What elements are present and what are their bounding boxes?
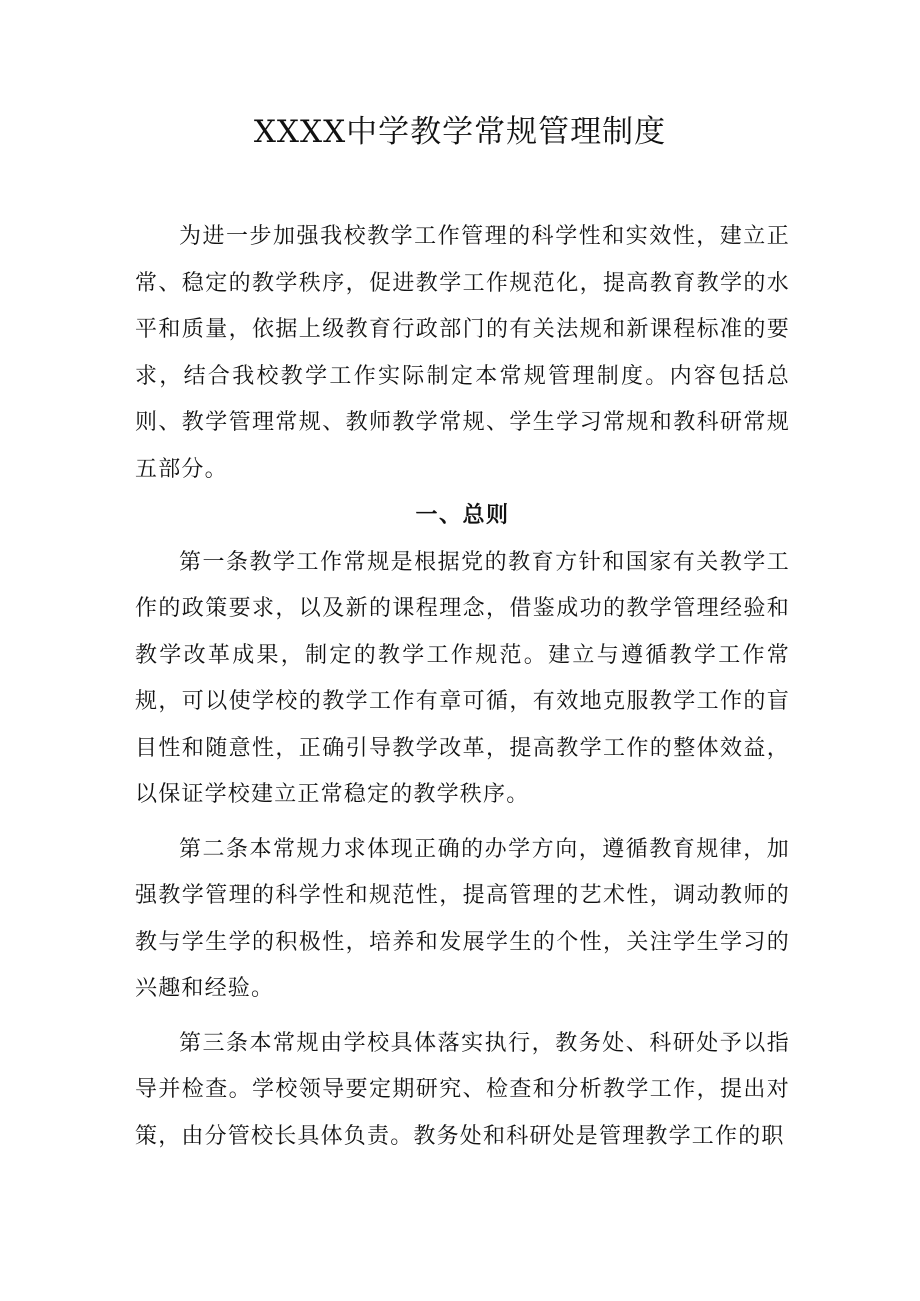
document-title: XXXX中学教学常规管理制度 [253, 114, 667, 150]
paragraph-gap [135, 819, 790, 827]
article-1-paragraph: 第一条教学工作常规是根据党的教育方针和国家有关教学工作的政策要求，以及新的课程理念，借鉴成功的教学管理经验和教学改革成果，制定的教学工作规范。建立与遵循教学工作常规，可以使学校的教学工作有章可循，有效地克服教学工作的盲目性和随意性，正确引导教学改革，提高教学工作的整体效益，以保证学校建立正常稳定的教学秩序。 [135, 549, 790, 807]
paragraph-gap [135, 1013, 790, 1021]
document-body [135, 214, 790, 1160]
intro-paragraph: 为进一步加强我校教学工作管理的科学性和实效性，建立正常、稳定的教学秩序，促进教学工作规范化，提高教育教学的水平和质量，依据上级教育行政部门的有关法规和新课程标准的要求，结合我校教学工作实际制定本常规管理制度。内容包括总则、教学管理常规、教师教学常规、学生学习常规和教科研常规五部分。 [135, 224, 790, 482]
article-3-paragraph: 第三条本常规由学校具体落实执行，教务处、科研处予以指导并检查。学校领导要定期研究、检查和分析教学工作，提出对策，由分管校长具体负责。教务处和科研处是管理教学工作的职 [135, 1030, 790, 1149]
section-heading-general: 一、总则 [415, 503, 510, 528]
article-2-paragraph: 第二条本常规力求体现正确的办学方向，遵循教育规律，加强教学管理的科学性和规范性，提高管理的艺术性，调动教师的教与学生学的积极性，培养和发展学生的个性，关注学生学习的兴趣和经验。 [135, 836, 790, 1001]
